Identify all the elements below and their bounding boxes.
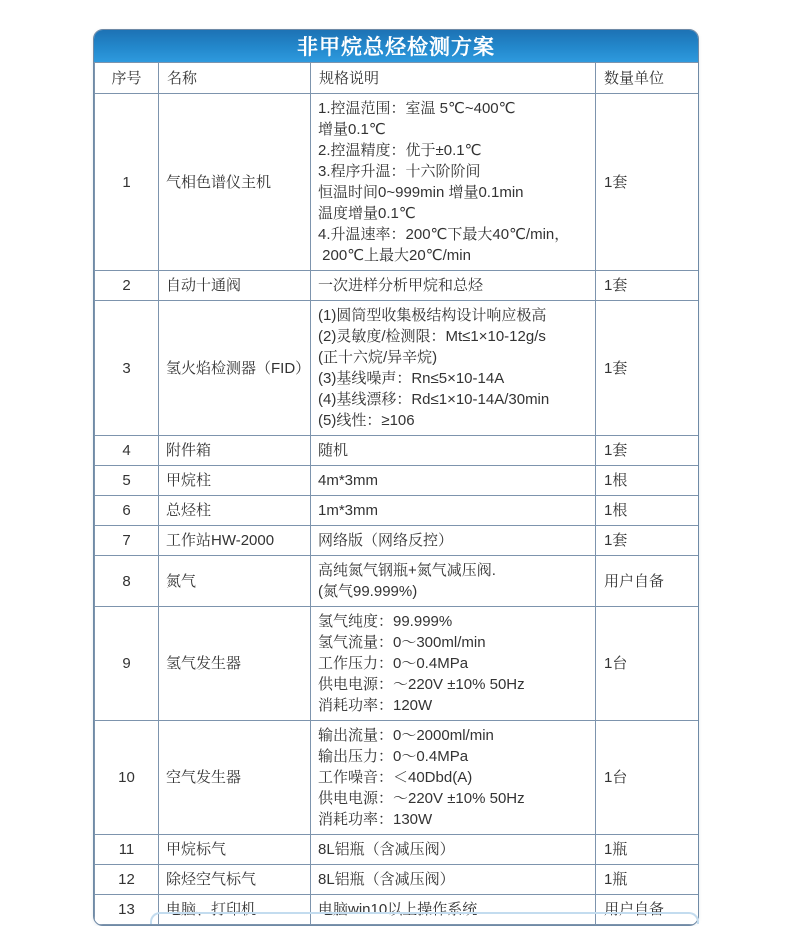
spec-line: 供电电源：～220V ±10% 50Hz	[318, 790, 525, 807]
spec-line: 8L铝瓶（含减压阀）	[318, 871, 455, 888]
row-number-cell: 4	[95, 436, 159, 466]
spec-line: 8L铝瓶（含减压阀）	[318, 841, 455, 858]
spec-cell	[311, 271, 596, 301]
row-number-cell: 13	[95, 895, 159, 925]
spec-cell	[311, 835, 596, 865]
quantity-cell: 用户自备	[596, 556, 699, 607]
spec-line: (3)基线噪声：Rn≤5×10-14A	[318, 370, 505, 387]
spec-line: 4.升温速率：200℃下最大40℃/min，	[318, 226, 570, 243]
item-name-cell: 氮气	[159, 556, 311, 607]
table-row	[95, 835, 699, 865]
table-row	[95, 466, 699, 496]
quantity-cell: 用户自备	[596, 895, 699, 925]
spec-line: 网络版（网络反控）	[318, 532, 454, 549]
spec-line: (氮气99.999%)	[318, 583, 418, 600]
spec-line: 一次进样分析甲烷和总烃	[318, 277, 484, 294]
spec-line: (4)基线漂移：Rd≤1×10-14A/30min	[318, 391, 550, 408]
spec-line: 3.程序升温：十六阶阶间	[318, 163, 481, 180]
row-number-cell: 7	[95, 526, 159, 556]
spec-line: 供电电源：～220V ±10% 50Hz	[318, 676, 525, 693]
spec-line: 2.控温精度：优于±0.1℃	[318, 142, 482, 159]
row-number-cell: 1	[95, 94, 159, 271]
table-title: 非甲烷总烃检测方案	[297, 36, 495, 59]
item-name-cell: 氢气发生器	[159, 607, 311, 721]
row-number-cell: 8	[95, 556, 159, 607]
spec-cell	[311, 526, 596, 556]
row-number-cell: 9	[95, 607, 159, 721]
header-row	[95, 63, 699, 94]
spec-line: 1.控温范围：室温 5℃~400℃	[318, 100, 516, 117]
quantity-cell: 1套	[596, 436, 699, 466]
spec-table-panel	[93, 29, 699, 926]
table-row	[95, 496, 699, 526]
item-name-cell: 附件箱	[159, 436, 311, 466]
spec-line: 氢气流量：0～300ml/min	[318, 634, 486, 651]
spec-cell	[311, 436, 596, 466]
item-name-cell: 电脑、打印机	[159, 895, 311, 925]
table-row	[95, 865, 699, 895]
item-name-cell: 空气发生器	[159, 721, 311, 835]
item-name-cell: 除烃空气标气	[159, 865, 311, 895]
spec-line: 温度增量0.1℃	[318, 205, 416, 222]
spec-line: 4m*3mm	[318, 472, 379, 489]
spec-line: 氢气纯度：99.999%	[318, 613, 453, 630]
col-header-qty: 数量单位	[596, 63, 699, 94]
item-name-cell: 甲烷标气	[159, 835, 311, 865]
item-name-cell: 总烃柱	[159, 496, 311, 526]
row-number-cell: 5	[95, 466, 159, 496]
spec-line: (正十六烷/异辛烷)	[318, 349, 438, 366]
table-body	[95, 94, 699, 925]
table-row	[95, 94, 699, 271]
item-name-cell: 甲烷柱	[159, 466, 311, 496]
spec-line: 工作压力：0～0.4MPa	[318, 655, 469, 672]
spec-cell	[311, 607, 596, 721]
spec-line: (1)圆筒型收集极结构设计响应极高	[318, 307, 547, 324]
col-header-spec: 规格说明	[311, 63, 596, 94]
quantity-cell: 1根	[596, 496, 699, 526]
spec-cell	[311, 94, 596, 271]
spec-line: 消耗功率：120W	[318, 697, 433, 714]
col-header-no: 序号	[95, 63, 159, 94]
row-number-cell: 3	[95, 301, 159, 436]
row-number-cell: 11	[95, 835, 159, 865]
quantity-cell: 1套	[596, 301, 699, 436]
spec-line: 高纯氮气钢瓶+氮气减压阀.	[318, 562, 496, 579]
row-number-cell: 10	[95, 721, 159, 835]
row-number-cell: 6	[95, 496, 159, 526]
spec-cell	[311, 721, 596, 835]
table-row	[95, 721, 699, 835]
row-number-cell: 2	[95, 271, 159, 301]
spec-line: (5)线性：≥106	[318, 412, 415, 429]
table-title-banner	[94, 30, 698, 62]
spec-line: 恒温时间0~999min 增量0.1min	[318, 184, 524, 201]
item-name-cell: 氢火焰检测器（FID）	[159, 301, 311, 436]
spec-line: 200℃上最大20℃/min	[318, 247, 471, 264]
spec-line: 消耗功率：130W	[318, 811, 433, 828]
spec-line: (2)灵敏度/检测限：Mt≤1×10-12g/s	[318, 328, 546, 345]
spec-line: 1m*3mm	[318, 502, 379, 519]
quantity-cell: 1套	[596, 271, 699, 301]
spec-line: 电脑win10以上操作系统	[318, 901, 478, 918]
spec-cell	[311, 865, 596, 895]
next-section-edge	[150, 912, 699, 924]
spec-cell	[311, 556, 596, 607]
spec-line: 输出压力：0～0.4MPa	[318, 748, 469, 765]
spec-line: 随机	[318, 442, 349, 459]
quantity-cell: 1瓶	[596, 865, 699, 895]
spec-table	[94, 62, 699, 925]
item-name-cell: 工作站HW-2000	[159, 526, 311, 556]
item-name-cell: 自动十通阀	[159, 271, 311, 301]
table-row	[95, 556, 699, 607]
table-row	[95, 301, 699, 436]
spec-line: 输出流量：0～2000ml/min	[318, 727, 494, 744]
table-row	[95, 271, 699, 301]
spec-cell	[311, 466, 596, 496]
col-header-name: 名称	[159, 63, 311, 94]
quantity-cell: 1根	[596, 466, 699, 496]
row-number-cell: 12	[95, 865, 159, 895]
quantity-cell: 1套	[596, 94, 699, 271]
spec-line: 增量0.1℃	[318, 121, 386, 138]
table-row	[95, 607, 699, 721]
spec-cell	[311, 496, 596, 526]
quantity-cell: 1套	[596, 526, 699, 556]
spec-cell	[311, 301, 596, 436]
quantity-cell: 1台	[596, 607, 699, 721]
quantity-cell: 1台	[596, 721, 699, 835]
item-name-cell: 气相色谱仪主机	[159, 94, 311, 271]
table-row	[95, 436, 699, 466]
spec-line: 工作噪音：＜40Dbd(A)	[318, 769, 473, 786]
quantity-cell: 1瓶	[596, 835, 699, 865]
table-row	[95, 526, 699, 556]
